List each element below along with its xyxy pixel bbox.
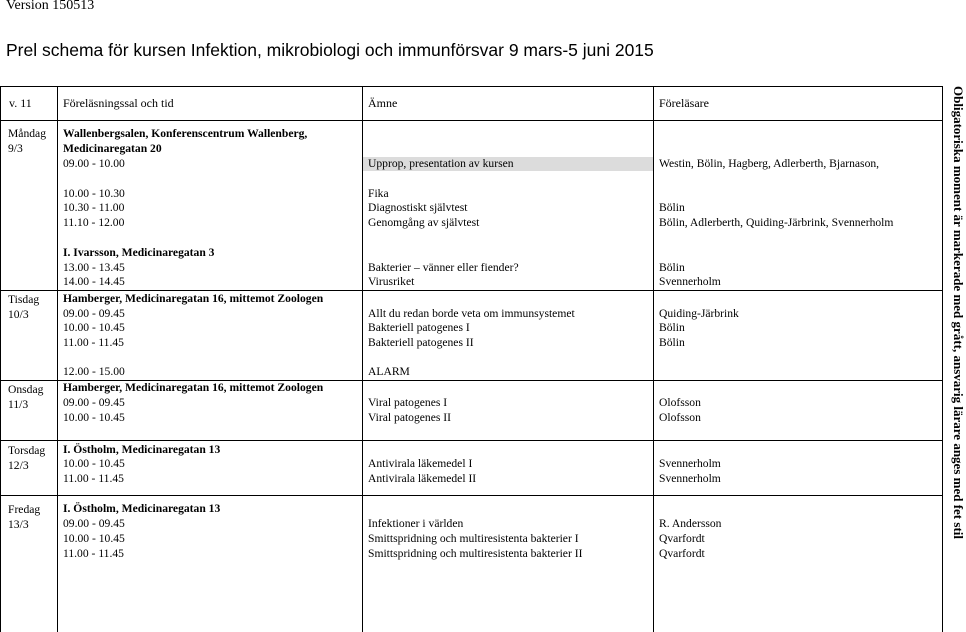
time-slot: 09.00 - 09.45 bbox=[63, 396, 125, 409]
day-label: Fredag 13/3 bbox=[8, 503, 41, 531]
location-thursday: I. Östholm, Medicinaregatan 13 bbox=[63, 443, 221, 456]
subject-cell: Allt du redan borde veta om immunsystemet bbox=[368, 307, 575, 320]
time-slot: 12.00 - 15.00 bbox=[63, 365, 125, 378]
lecturer-cell: Bölin bbox=[659, 336, 685, 349]
row-divider bbox=[0, 440, 943, 441]
subject-cell: Virusriket bbox=[368, 275, 415, 288]
day-label: Tisdag 10/3 bbox=[8, 293, 40, 321]
subject-cell: Bakterier – vänner eller fiender? bbox=[368, 261, 519, 274]
time-slot: 10.00 - 10.45 bbox=[63, 532, 125, 545]
document-title: Prel schema för kursen Infektion, mikrobiologi och immunförsvar 9 mars-5 juni 2015 bbox=[6, 40, 654, 60]
lecturer-cell: Olofsson bbox=[659, 396, 701, 409]
subject-cell: Viral patogenes II bbox=[368, 411, 452, 424]
table-border-left bbox=[0, 86, 1, 632]
time-slot: 10.30 - 11.00 bbox=[63, 201, 125, 214]
lecturer-cell: Westin, Bölin, Hagberg, Adlerberth, Bjarnason, bbox=[659, 157, 880, 170]
lecturer-cell: Quiding-Järbrink bbox=[659, 307, 739, 320]
lecturer-cell: Bölin bbox=[659, 261, 685, 274]
subject-cell: ALARM bbox=[368, 365, 410, 378]
subject-cell: Fika bbox=[368, 187, 389, 200]
subject-cell: Infektioner i världen bbox=[368, 517, 464, 530]
version-label: Version 150513 bbox=[6, 0, 95, 13]
lecturer-cell: Svennerholm bbox=[659, 472, 721, 485]
location-tuesday: Hamberger, Medicinaregatan 16, mittemot Zoologen bbox=[63, 292, 324, 305]
subject-cell: Antivirala läkemedel I bbox=[368, 457, 473, 470]
subject-cell: Upprop, presentation av kursen bbox=[368, 157, 514, 170]
time-slot: 10.00 - 10.45 bbox=[63, 457, 125, 470]
day-label: Torsdag 12/3 bbox=[8, 444, 46, 472]
header-lecturer: Föreläsare bbox=[659, 96, 709, 110]
time-slot: 10.00 - 10.45 bbox=[63, 411, 125, 424]
time-slot: 11.00 - 11.45 bbox=[63, 547, 124, 560]
row-divider bbox=[0, 120, 943, 121]
row-divider bbox=[0, 290, 943, 291]
header-room: Föreläsningssal och tid bbox=[63, 96, 174, 110]
row-divider bbox=[0, 86, 943, 87]
time-slot: 10.00 - 10.45 bbox=[63, 321, 125, 334]
time-slot: 11.10 - 12.00 bbox=[63, 216, 125, 229]
subject-cell: Bakteriell patogenes II bbox=[368, 336, 474, 349]
time-slot: 13.00 - 13.45 bbox=[63, 261, 125, 274]
lecturer-cell: Svennerholm bbox=[659, 275, 721, 288]
lecturer-cell: Bölin bbox=[659, 321, 685, 334]
time-slot: 10.00 - 10.30 bbox=[63, 187, 125, 200]
time-slot: 14.00 - 14.45 bbox=[63, 275, 125, 288]
location-friday: I. Östholm, Medicinaregatan 13 bbox=[63, 502, 221, 515]
lecturer-cell: Bölin, Adlerberth, Quiding-Järbrink, Svennerholm bbox=[659, 216, 894, 229]
time-slot: 11.00 - 11.45 bbox=[63, 336, 124, 349]
subject-cell: Bakteriell patogenes I bbox=[368, 321, 470, 334]
day-label: Onsdag 11/3 bbox=[8, 383, 44, 411]
subject-cell: Genomgång av självtest bbox=[368, 216, 480, 229]
lecturer-cell: Olofsson bbox=[659, 411, 701, 424]
subject-cell: Viral patogenes I bbox=[368, 396, 448, 409]
row-divider bbox=[0, 495, 943, 496]
time-slot: 09.00 - 09.45 bbox=[63, 307, 125, 320]
lecturer-cell: R. Andersson bbox=[659, 517, 722, 530]
location-wednesday: Hamberger, Medicinaregatan 16, mittemot Zoologen bbox=[63, 381, 324, 394]
header-subject: Ämne bbox=[368, 96, 398, 110]
time-slot: 09.00 - 09.45 bbox=[63, 517, 125, 530]
location-monday-afternoon: I. Ivarsson, Medicinaregatan 3 bbox=[63, 246, 215, 259]
lecturer-cell: Qvarfordt bbox=[659, 547, 705, 560]
lecturer-cell: Bölin bbox=[659, 201, 685, 214]
subject-cell: Diagnostiskt självtest bbox=[368, 201, 468, 214]
location-monday: Wallenbergsalen, Konferenscentrum Wallenberg, Medicinaregatan 20 bbox=[63, 127, 308, 155]
lecturer-cell: Svennerholm bbox=[659, 457, 721, 470]
table-border-right bbox=[942, 86, 943, 632]
header-week: v. 11 bbox=[9, 96, 32, 110]
time-slot: 09.00 - 10.00 bbox=[63, 157, 125, 170]
column-divider bbox=[362, 86, 363, 632]
subject-cell: Smittspridning och multiresistenta bakterier II bbox=[368, 547, 583, 560]
subject-cell: Smittspridning och multiresistenta bakterier I bbox=[368, 532, 579, 545]
column-divider bbox=[57, 86, 58, 632]
column-divider bbox=[653, 86, 654, 632]
legend-note: Obligatoriska moment är markerade med grått, ansvarig lärare anges med fet stil bbox=[951, 86, 966, 540]
day-label: Måndag 9/3 bbox=[8, 127, 46, 155]
subject-cell: Antivirala läkemedel II bbox=[368, 472, 477, 485]
lecturer-cell: Qvarfordt bbox=[659, 532, 705, 545]
time-slot: 11.00 - 11.45 bbox=[63, 472, 124, 485]
